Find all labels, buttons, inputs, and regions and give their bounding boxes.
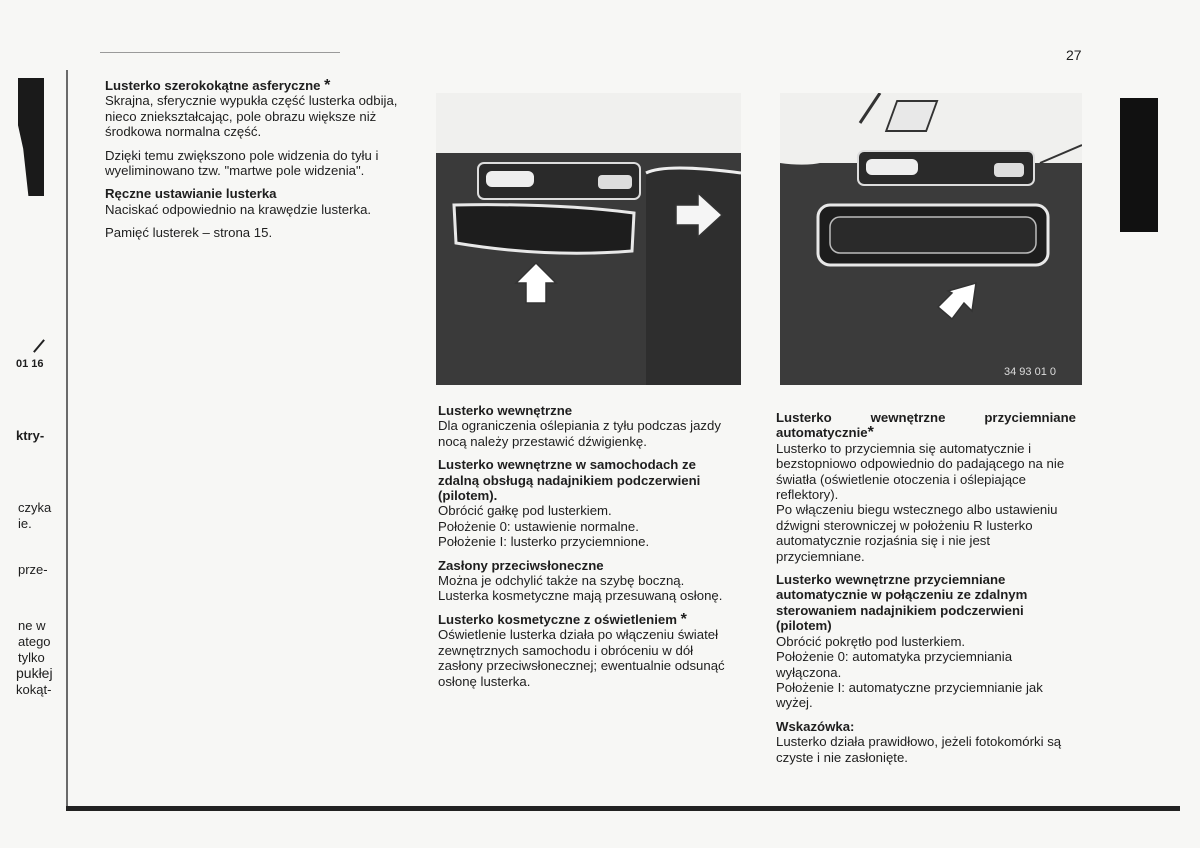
column-3 (776, 410, 1076, 773)
heading-interior-mirror: Lusterko wewnętrzne (438, 403, 573, 418)
left-fragment: ie. (18, 516, 32, 531)
figure-code: 34 93 01 0 (1004, 366, 1056, 378)
heading-manual-adjust: Ręczne ustawianie lusterka (105, 186, 277, 202)
column-2 (438, 403, 738, 697)
left-fragment: ne w (18, 618, 46, 633)
figure-illustration (780, 93, 1082, 385)
left-fragment: ktry- (16, 428, 45, 443)
heading-remote-mirror: Lusterko wewnętrzne w samochodach ze zdalną obsługą nadajnikiem podczerwieni (pilotem). (438, 457, 701, 504)
left-fragment: tylko (18, 650, 45, 665)
left-code: 01 16 (16, 358, 44, 370)
top-rule (100, 52, 340, 53)
paragraph: Lusterko to przyciemnia się automatycznie i bezstopniowo odpowiednio do padającego na nie światła (oświetlenie otoczenia i oślepiające reflektory). (776, 440, 1065, 503)
paragraph: Lusterko działa prawidłowo, jeżeli fotokomórki są czyste i nie zasłonięte. (776, 734, 1062, 765)
code-slash (33, 339, 45, 353)
paragraph: Dzięki temu zwiększono pole widzenia do tyłu i wyeliminowano tzw. "martwe pole widzenia". (105, 147, 379, 179)
heading-note: Wskazówka: (776, 718, 855, 734)
paragraph: Obrócić pokrętło pod lusterkiem. (776, 633, 966, 649)
heading-wide-angle-mirror: Lusterko szerokokątne asferyczne * (105, 77, 331, 94)
paragraph: Położenie I: automatyczne przyciemnianie jak wyżej. (776, 679, 1043, 711)
page-number: 27 (1066, 47, 1082, 63)
paragraph: Można je odchylić także na szybę boczną. Lusterka kosmetyczne mają przesuwaną osłonę. (438, 573, 723, 604)
left-fragment: czyka (18, 500, 52, 515)
gutter-rule (66, 70, 68, 808)
right-thumb-tab (1120, 98, 1158, 232)
paragraph: Obrócić gałkę pod lusterkiem. (438, 503, 612, 519)
heading-sun-visors: Zasłony przeciwsłoneczne (438, 557, 604, 573)
figure-interior-mirror (436, 93, 741, 385)
paragraph: Pamięć lusterek – strona 15. (105, 225, 273, 241)
heading-auto-dimming-remote: Lusterko wewnętrzne przyciemniane automatycznie w połączeniu ze zdalnym sterowaniem nadajnikiem podczerwieni (pilotem) (776, 572, 1028, 634)
left-fragment: pukłej (16, 665, 53, 681)
paragraph: Położenie 0: ustawienie normalne. (438, 518, 639, 534)
paragraph: Dla ograniczenia oślepiania z tyłu podczas jazdy nocą należy przestawić dźwigienkę. (438, 418, 721, 449)
paragraph: Położenie 0: automatyka przyciemniania wyłączona. (776, 649, 1013, 680)
paragraph: Naciskać odpowiednio na krawędzie lusterka. (105, 201, 372, 217)
left-fragment: prze- (18, 562, 48, 577)
heading-auto-dimming: Lusterko wewnętrzne przyciemniane automatycznie* (776, 410, 1076, 442)
left-thumb-tab (18, 78, 44, 196)
paragraph: Oświetlenie lusterka działa po włączeniu świateł zewnętrznych samochodu i obróceniu w dół zasłony przeciwsłonecznej; ewentualnie odsunąć osłonę lusterka. (438, 627, 725, 689)
bottom-rule (66, 806, 1180, 811)
paragraph: Skrajna, sferycznie wypukła część lusterka odbija, nieco zniekształcając, pole obrazu większe niż środkowa normalna część. (105, 93, 398, 140)
column-1 (105, 78, 405, 241)
left-fragment: atego (18, 634, 51, 649)
left-fragment: kokąt- (16, 682, 52, 697)
paragraph: Położenie I: lusterko przyciemnione. (438, 534, 650, 550)
heading-vanity-mirror: Lusterko kosmetyczne z oświetleniem * (438, 610, 687, 628)
figure-auto-dimming-mirror (780, 93, 1082, 385)
paragraph: Po włączeniu biegu wstecznego albo ustawieniu dźwigni sterowniczej w położeniu R lusterko automatycznie rozjaśnia się i nie jest przyciemniane. (776, 502, 1058, 564)
figure-illustration (436, 93, 741, 385)
